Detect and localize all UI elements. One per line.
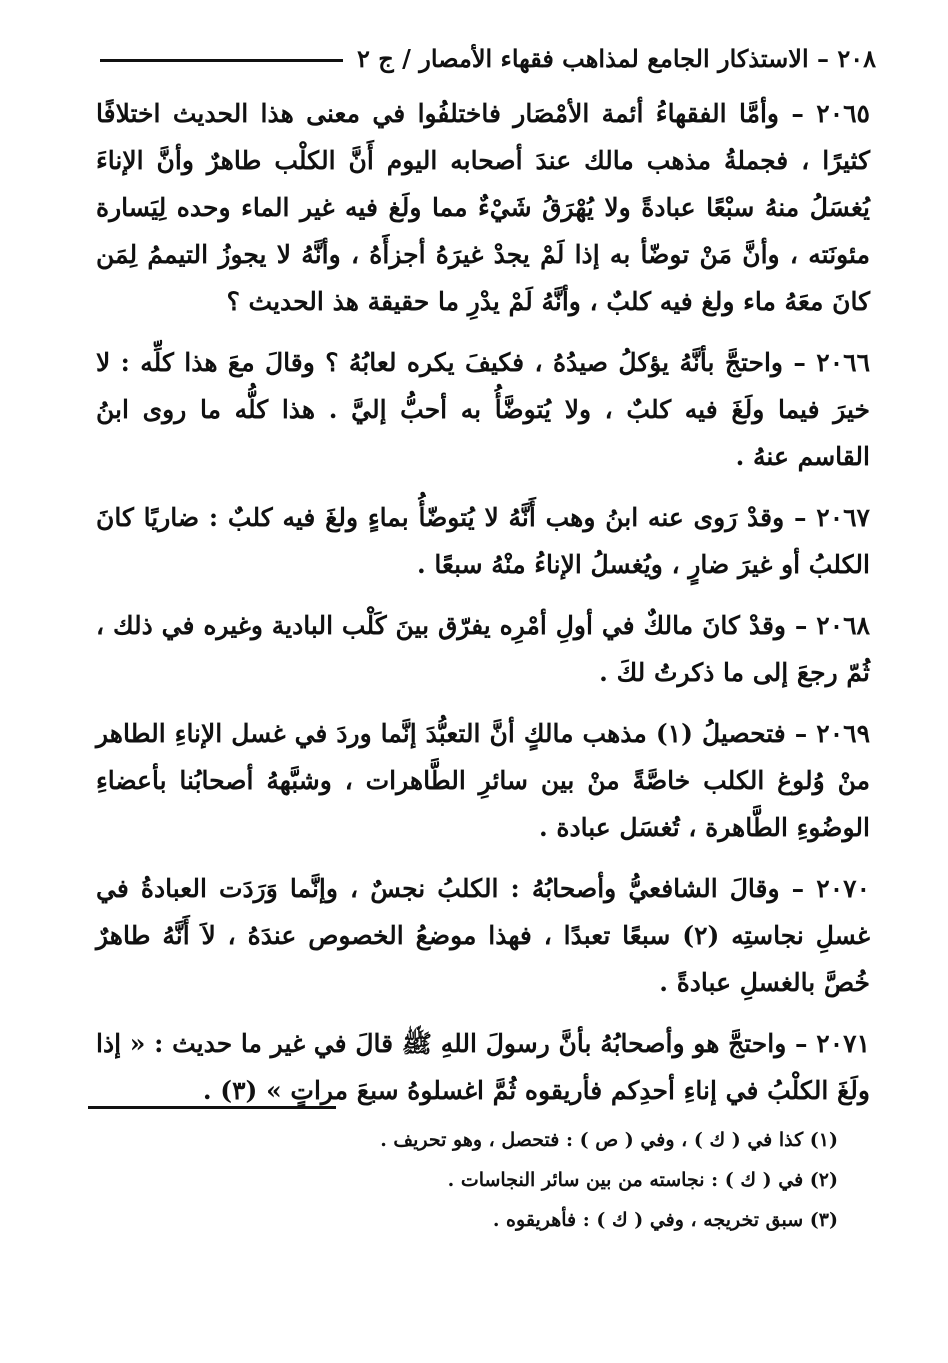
paragraph-text: – واحتجَّ هو وأصحابُهُ بأنَّ رسولَ اللهِ ﷺ قالَ في غير ما حديث : « إذا ولَغَ الكلْبُ في إناءِ أحدِكم فأريقوه ثُمَّ اغسلوهُ سبعَ مراتٍ » (٣) . (96, 1029, 870, 1105)
paragraph-number: ٢٠٧٠ (816, 874, 870, 903)
paragraph-2065 (96, 90, 870, 325)
running-header (100, 38, 876, 78)
paragraph-text: – وقدْ رَوى عنه ابنُ وهب أَنَّهُ لا يُتوضّأُ بماءٍ ولغَ فيه كلبٌ : ضاريًا كانَ الكلبُ أو غيرَ ضارٍ ، ويُغسلُ الإناءُ منْهُ سبعًا . (96, 503, 870, 579)
paragraph-2067 (96, 494, 870, 588)
footnote-2: (٢) في ( ك ) : نجاسته من بين سائر النجاسات . (447, 1169, 838, 1191)
paragraph-text: – وقدْ كانَ مالكٌ في أولِ أمْرِه يفرّق بينَ كَلْب البادية وغيره في ذلك ، ثُمّ رجعَ إلى ما ذكرتُ لكَ . (96, 611, 870, 687)
paragraph-2070 (96, 865, 870, 1006)
footnotes (120, 1120, 838, 1240)
footnote-3: (٣) سبق تخريجه ، وفي ( ك ) : فأهريقوه . (492, 1209, 838, 1231)
paragraph-text: – فتحصيلُ (١) مذهب مالكٍ أنَّ التعبُّدَ إنَّما وردَ في غسل الإناءِ الطاهر منْ وُلوغ الكلب خاصَّةً منْ بين سائرِ الطَّاهرات ، وشبَّههُ أصحابُنا بأعضاءِ الوضُوءِ الطَّاهرة ، تُغسَل عبادة . (96, 719, 870, 842)
paragraph-2071 (96, 1020, 870, 1114)
paragraph-text: – واحتجَّ بأنَّهُ يؤكلُ صيدُهُ ، فكيفَ يكره لعابُهُ ؟ وقالَ معَ هذا كلِّه : لا خيرَ فيما ولَغَ فيه كلبٌ ، ولا يُتوضَّأُ به أحبُّ إليَّ . هذا كلُّه ما روى ابنُ القاسم عنهُ . (96, 348, 870, 471)
footnote-separator (88, 1106, 336, 1109)
paragraph-number: ٢٠٦٩ (816, 719, 870, 748)
paragraph-text: – وأمَّا الفقهاءُ أئمة الأمْصَار فاختلفُوا في معنى هذا الحديث اختلافًا كثيرًا ، فجملةُ مذهب مالك عندَ أصحابه اليوم أَنَّ الكلْب طاهرٌ وأنَّ الإناءَ يُغسَلُ منهُ سبْعًا عبادةً ولا يُهْرَقُ شَيْءٌ مما ولَغ فيه غير الماء وحده لِيَسارة مئونَته ، وأنَّ مَنْ توضّأ به إذا لَمْ يجدْ غيرَهُ أجزأَهُ ، وأنَّهُ لا يجوزُ التيممُ لِمَن كانَ معَهُ ماء ولغ فيه كلبٌ ، وأنَّهُ لَمْ يدْرِ ما حقيقة هذ الحديث ؟ (96, 99, 870, 316)
running-title: ٢٠٨ – الاستذكار الجامع لمذاهب فقهاء الأمصار / ج ٢ (357, 43, 876, 73)
paragraph-2069 (96, 710, 870, 851)
paragraph-text: – وقالَ الشافعيُّ وأصحابُهُ : الكلبُ نجسٌ ، وإنَّما وَرَدَت العبادةُ في غسلِ نجاستِه (٢) سبعًا تعبدًا ، فهذا موضعُ الخصوص عندَهُ ، لاَ أَنَّهُ طاهرٌ خُصَّ بالغسلِ عبادةً . (96, 874, 870, 997)
paragraph-number: ٢٠٦٧ (816, 503, 870, 532)
paragraph-2066 (96, 339, 870, 480)
paragraph-number: ٢٠٦٥ (816, 99, 870, 128)
paragraph-number: ٢٠٦٦ (816, 348, 870, 377)
paragraph-number: ٢٠٧١ (816, 1029, 870, 1058)
footnote-1: (١) كذا في ( ك ) ، وفي ( ص ) : فتحصل ، وهو تحريف . (380, 1129, 838, 1151)
header-rule (100, 59, 343, 62)
main-text (96, 90, 870, 1128)
paragraph-number: ٢٠٦٨ (816, 611, 870, 640)
paragraph-2068 (96, 602, 870, 696)
